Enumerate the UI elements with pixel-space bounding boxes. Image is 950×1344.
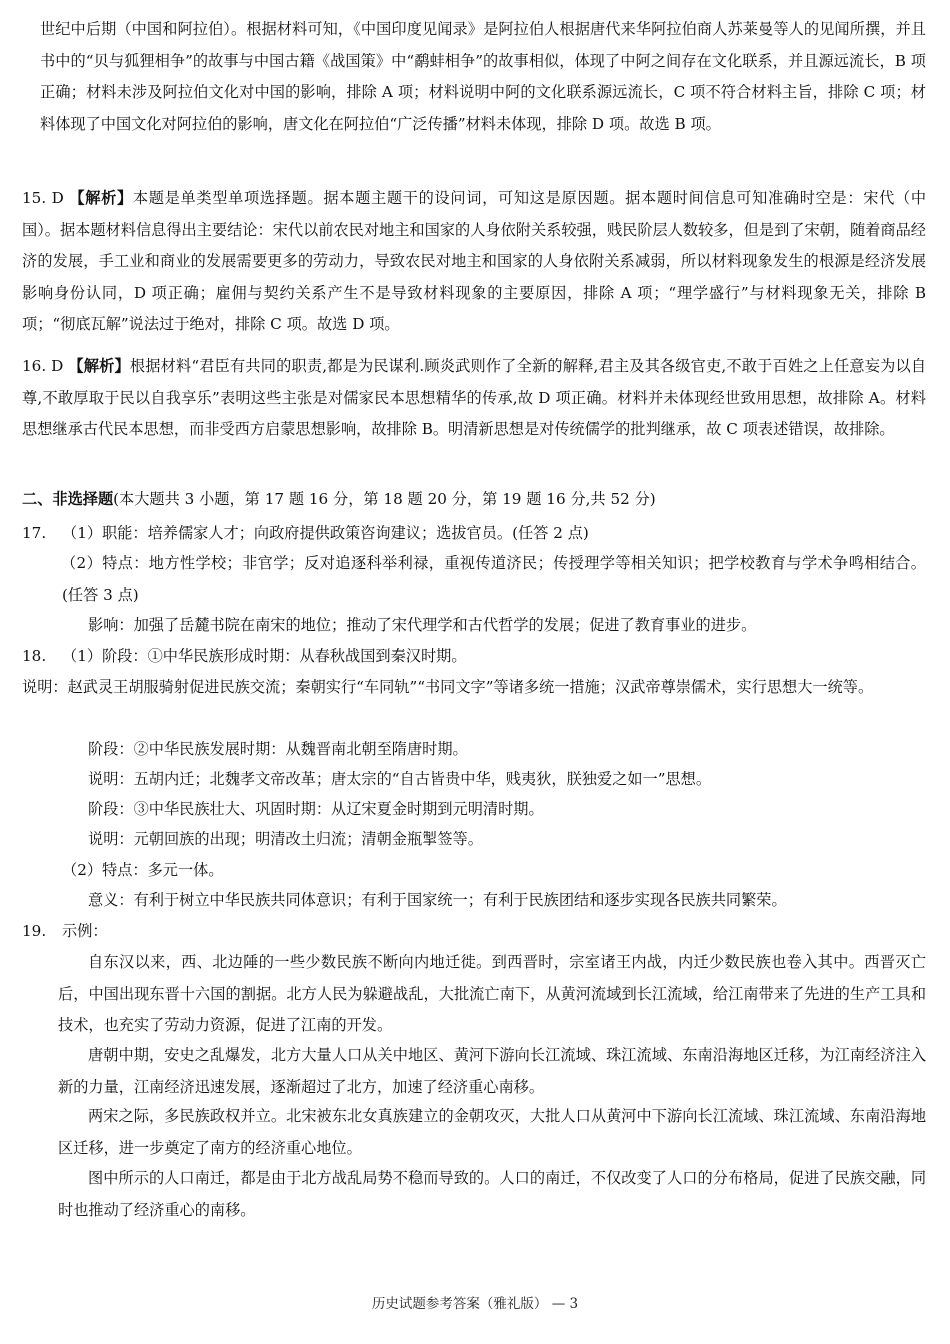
q19-label: 示例： xyxy=(62,922,108,940)
q16-text: 根据材料“君臣有共同的职责,都是为民谋利.顾炎武则作了全新的解释,君主及其各级官吏,不敢于百姓之上任意妄为以自尊,不敢厚取于民以自我享乐”表明这些主张是对儒家民本思想精华的传承,故 D 项正确。材料并未体现经世致用思想，故排除 A。材料思想继承古代民本思想，而非受西方启蒙思想影响，故排除 B。明清新思想是对传统儒学的批判继承，故 C 项表述错误，故排除。 xyxy=(22,357,927,438)
q15-analysis-tag: 【解析】 xyxy=(69,189,133,207)
q17-part2 xyxy=(62,548,926,611)
q19-para1: 自东汉以来，西、北边陲的一些少数民族不断向内地迁徙。到西晋时，宗室诸王内战，内迁少数民族也卷入其中。西晋灭亡后，中国出现东晋十六国的割据。北方人民为躲避战乱，大批流亡南下，从黄河流域到长江流域，给江南带来了先进的生产工具和技术，也充实了劳动力资源，促进了江南的开发。 xyxy=(58,953,926,1034)
section-2-note: (本大题共 3 小题，第 17 题 16 分，第 18 题 20 分，第 19 题 16 分,共 52 分) xyxy=(113,490,656,508)
q19-para4: 图中所示的人口南迁，都是由于北方战乱局势不稳而导致的。人口的南迁，不仅改变了人口的分布格局，促进了民族交融，同时也推动了经济重心的南移。 xyxy=(58,1169,926,1219)
q17-part2-text: （2）特点：地方性学校；非官学；反对追逐科举利禄，重视传道济民；传授理学等相关知识；把学校教育与学术争鸣相结合。(任答 3 点) xyxy=(61,554,926,604)
q18-number: 18. xyxy=(22,647,47,665)
q18-part2-feature: （2）特点：多元一体。 xyxy=(62,861,224,879)
q18-stage3: 阶段：③中华民族壮大、巩固时期：从辽宋夏金时期到元明清时期。 xyxy=(88,800,544,818)
section-2-heading xyxy=(22,484,922,516)
q17-influence: 影响：加强了岳麓书院在南宋的地位；推动了宋代理学和古代哲学的发展；促进了教育事业的进步。 xyxy=(88,616,757,634)
q19-number: 19. xyxy=(22,922,47,940)
q18-stage2: 阶段：②中华民族发展时期：从魏晋南北朝至隋唐时期。 xyxy=(88,740,468,758)
q14-continuation: 世纪中后期（中国和阿拉伯）。根据材料可知，《中国印度见闻录》是阿拉伯人根据唐代来华阿拉伯商人苏莱曼等人的见闻所撰，并且书中的“贝与狐狸相争”的故事与中国古籍《战国策》中“鹬蚌相争”的故事相似，体现了中阿之间存在文化联系，并且源远流长，B 项正确；材料未涉及阿拉伯文化对中国的影响，排除 A 项；材料说明中阿的文化联系源远流长，C 项不符合材料主旨，排除 C 项；材料体现了中国文化对阿拉伯的影响，唐文化在阿拉伯“广泛传播”材料未体现，排除 D 项。故选 B 项。 xyxy=(40,20,926,133)
q15-answer xyxy=(22,183,926,341)
q15-number: 15. D xyxy=(22,189,64,207)
section-2-title: 二、非选择题 xyxy=(22,490,114,508)
q19-para3: 两宋之际，多民族政权并立。北宋被东北女真族建立的金朝攻灭，大批人口从黄河中下游向长江流域、珠江流域、东南沿海地区迁移，进一步奠定了南方的经济重心地位。 xyxy=(58,1107,926,1157)
q15-text: 本题是单类型单项选择题。据本题主题干的设问词，可知这是原因题。据本题时间信息可知准确时空是：宋代（中国）。据本题材料信息得出主要结论：宋代以前农民对地主和国家的人身依附关系较强，贱民阶层人数较多，但是到了宋朝，随着商品经济的发展，手工业和商业的发展需要更多的劳动力，导致农民对地主和国家的人身依附关系减弱，所以材料现象发生的根源是经济发展影响身份认同，D 项正确；雇佣与契约关系产生不是导致材料现象的主要原因，排除 A 项；“理学盛行”与材料现象无关，排除 B 项；“彻底瓦解”说法过于绝对，排除 C 项。故选 D 项。 xyxy=(22,189,927,333)
q18-stage1: （1）阶段：①中华民族形成时期：从春秋战国到秦汉时期。 xyxy=(62,647,467,665)
q19-para2: 唐朝中期，安史之乱爆发，北方大量人口从关中地区、黄河下游向长江流域、珠江流域、东南沿海地区迁移，为江南经济注入新的力量，江南经济迅速发展，逐渐超过了北方，加速了经济重心南移。 xyxy=(58,1046,926,1096)
q18-explain1: 说明：赵武灵王胡服骑射促进民族交流；秦朝实行“车同轨”“书同文字”等诸多统一措施；汉武帝尊崇儒术，实行思想大一统等。 xyxy=(22,678,874,696)
q16-analysis-tag: 【解析】 xyxy=(68,357,130,375)
q16-number: 16. D xyxy=(22,357,64,375)
q17-number: 17. xyxy=(22,524,47,542)
q16-answer xyxy=(22,351,926,446)
page-footer: 历史试题参考答案（雅礼版） — 3 xyxy=(371,1296,579,1312)
q18-significance: 意义：有利于树立中华民族共同体意识；有利于国家统一；有利于民族团结和逐步实现各民族共同繁荣。 xyxy=(88,891,787,909)
q17-part1: （1）职能：培养儒家人才；向政府提供政策咨询建议；选拔官员。(任答 2 点) xyxy=(62,524,589,542)
q18-explain3: 说明：元朝回族的出现；明清改土归流；清朝金瓶掣签等。 xyxy=(88,830,483,848)
q18-explain2: 说明：五胡内迁；北魏孝文帝改革；唐太宗的“自古皆贵中华，贱夷狄，朕独爱之如一”思想。 xyxy=(88,770,712,788)
